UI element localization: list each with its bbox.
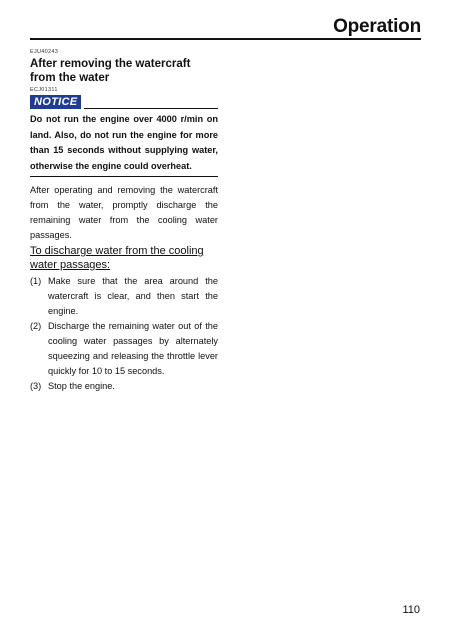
notice-banner xyxy=(30,95,218,109)
step-number: (2) xyxy=(30,321,42,331)
section-heading: After removing the watercraft from the water xyxy=(30,58,191,84)
notice-rule xyxy=(84,108,218,109)
intro-paragraph: After operating and removing the watercraft from the water, promptly discharge the remaining water from the cooling water passages. xyxy=(30,185,218,240)
procedure-step xyxy=(30,274,218,319)
procedure-step xyxy=(30,319,218,379)
header-title: Operation xyxy=(333,16,421,37)
procedure-step xyxy=(30,379,218,394)
content-column xyxy=(30,48,218,394)
step-number: (3) xyxy=(30,381,42,391)
notice-divider xyxy=(30,176,218,177)
section-code: EJU40243 xyxy=(30,49,59,55)
notice-label: NOTICE xyxy=(30,95,81,109)
procedure-steps xyxy=(30,274,218,394)
step-number: (1) xyxy=(30,276,42,286)
step-text: Make sure that the area around the watercraft is clear, and then start the engine. xyxy=(48,276,218,316)
notice-code: ECJ01311 xyxy=(30,87,58,93)
notice-text: Do not run the engine over 4000 r/min on land. Also, do not run the engine for more than 15 seconds without supplying water, otherwise the engine could overheat. xyxy=(30,114,218,171)
step-text: Discharge the remaining water out of the cooling water passages by alternately squeezing and releasing the throttle lever quickly for 10 to 15 seconds. xyxy=(48,321,218,376)
page-header xyxy=(30,16,421,40)
page-number: 110 xyxy=(402,604,420,616)
procedure-subheading: To discharge water from the cooling water passages: xyxy=(30,245,204,271)
step-text: Stop the engine. xyxy=(48,381,115,391)
